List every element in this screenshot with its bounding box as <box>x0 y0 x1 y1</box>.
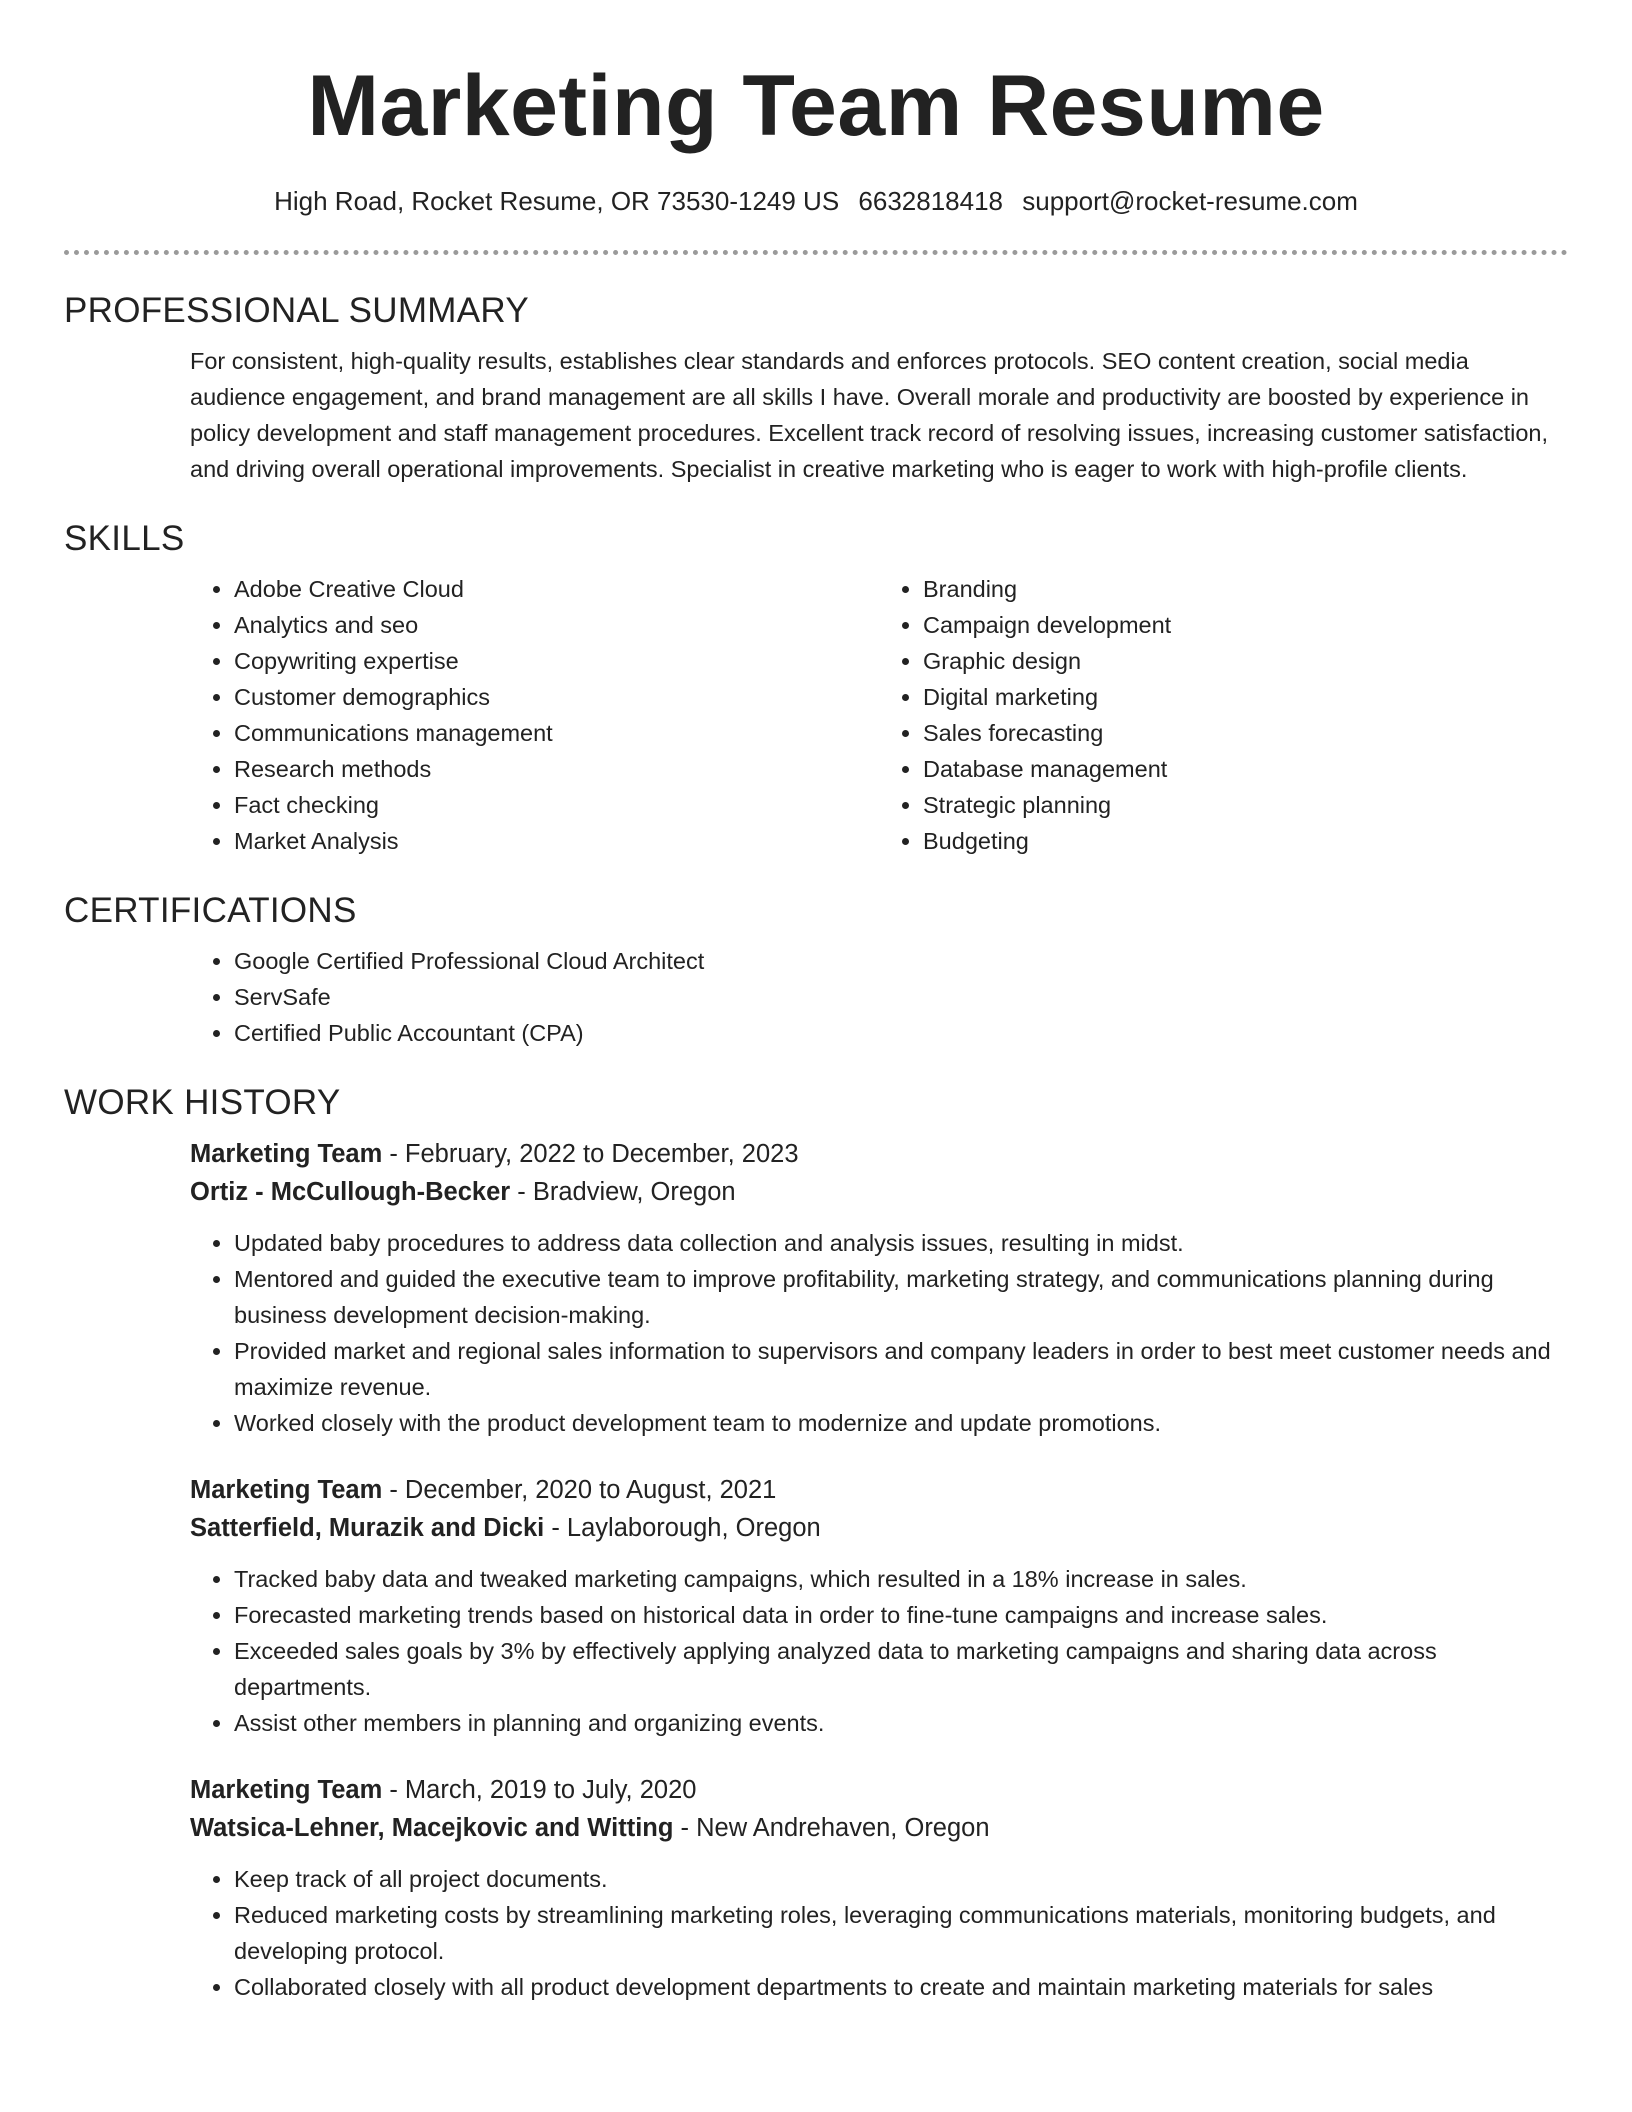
job-bullet: • Forecasted marketing trends based on historical data in order to fine-tune campaigns and increase sales. <box>234 1597 1568 1633</box>
job-entry <box>190 1135 1568 1441</box>
skill-item: • Digital marketing <box>923 679 1568 715</box>
work-history-heading: WORK HISTORY <box>64 1083 341 1122</box>
certifications-heading: CERTIFICATIONS <box>64 891 357 930</box>
job-bullet: • Tracked baby data and tweaked marketing campaigns, which resulted in a 18% increase in sales. <box>234 1561 1568 1597</box>
skills-list-right <box>879 571 1568 859</box>
job-company: Watsica-Lehner, Macejkovic and Witting <box>190 1814 674 1842</box>
contact-address: High Road, Rocket Resume, OR 73530-1249 US <box>274 186 840 216</box>
contact-line <box>64 184 1568 218</box>
job-bullet: • Provided market and regional sales information to supervisors and company leaders in order to best meet customer needs and maximize revenue. <box>234 1333 1568 1405</box>
job-entry <box>190 1471 1568 1741</box>
skill-item: • Communications management <box>234 715 879 751</box>
skill-item: • Customer demographics <box>234 679 879 715</box>
job-title: Marketing Team <box>190 1140 383 1168</box>
work-history-body <box>190 1135 1568 2005</box>
job-location: - Laylaborough, Oregon <box>544 1514 821 1542</box>
summary-section <box>64 289 1568 487</box>
job-title-line <box>190 1771 1568 1809</box>
skill-item: • Market Analysis <box>234 823 879 859</box>
contact-email: support@rocket-resume.com <box>1022 186 1358 216</box>
skill-item: • Graphic design <box>923 643 1568 679</box>
skill-item: • Sales forecasting <box>923 715 1568 751</box>
job-location: - New Andrehaven, Oregon <box>673 1814 990 1842</box>
job-bullet: • Updated baby procedures to address data collection and analysis issues, resulting in midst. <box>234 1225 1568 1261</box>
resume-name: Marketing Team Resume <box>307 58 1325 154</box>
certification-item: • Certified Public Accountant (CPA) <box>234 1015 1568 1051</box>
job-title-line <box>190 1135 1568 1173</box>
certifications-list <box>190 943 1568 1051</box>
job-location: - Bradview, Oregon <box>510 1178 736 1206</box>
job-title: Marketing Team <box>190 1776 383 1804</box>
job-bullet: • Keep track of all project documents. <box>234 1861 1568 1897</box>
skill-item: • Fact checking <box>234 787 879 823</box>
job-dates: - December, 2020 to August, 2021 <box>382 1476 777 1504</box>
job-bullets <box>190 1861 1568 2005</box>
job-bullet: • Assist other members in planning and organizing events. <box>234 1705 1568 1741</box>
skill-item: • Campaign development <box>923 607 1568 643</box>
summary-heading: PROFESSIONAL SUMMARY <box>64 291 529 330</box>
job-company: Satterfield, Murazik and Dicki <box>190 1514 545 1542</box>
job-bullet: • Worked closely with the product development team to modernize and update promotions. <box>234 1405 1568 1441</box>
job-entry <box>190 1771 1568 2005</box>
header-divider <box>64 250 1568 255</box>
summary-text: For consistent, high-quality results, establishes clear standards and enforces protocols. SEO content creation, social media audience engagement, and brand management are all skills I have. Overall morale and productivity are boosted by experience in policy development and staff management procedures. Excellent track record of resolving issues, increasing customer satisfaction, and driving overall operational improvements. Specialist in creative marketing who is eager to work with high-profile clients. <box>190 348 1549 482</box>
skill-item: • Copywriting expertise <box>234 643 879 679</box>
job-title-line <box>190 1471 1568 1509</box>
skills-heading: SKILLS <box>64 519 185 558</box>
skill-item: • Research methods <box>234 751 879 787</box>
skill-item: • Database management <box>923 751 1568 787</box>
work-history-section <box>64 1081 1568 2005</box>
skills-section <box>64 517 1568 859</box>
skills-columns <box>190 571 1568 859</box>
job-dates: - March, 2019 to July, 2020 <box>382 1776 697 1804</box>
contact-phone: 6632818418 <box>858 186 1004 216</box>
certification-item: • ServSafe <box>234 979 1568 1015</box>
skill-item: • Strategic planning <box>923 787 1568 823</box>
job-company-line <box>190 1509 1568 1547</box>
skills-list-left <box>190 571 879 859</box>
job-bullets <box>190 1561 1568 1741</box>
job-company-line <box>190 1809 1568 1847</box>
job-bullet: • Exceeded sales goals by 3% by effectively applying analyzed data to marketing campaigns and sharing data across departments. <box>234 1633 1568 1705</box>
job-bullet: • Mentored and guided the executive team to improve profitability, marketing strategy, and communications planning during business development decision-making. <box>234 1261 1568 1333</box>
skill-item: • Analytics and seo <box>234 607 879 643</box>
skill-item: • Branding <box>923 571 1568 607</box>
skill-item: • Budgeting <box>923 823 1568 859</box>
job-title: Marketing Team <box>190 1476 383 1504</box>
job-company: Ortiz - McCullough-Becker <box>190 1178 511 1206</box>
skill-item: • Adobe Creative Cloud <box>234 571 879 607</box>
job-bullet: • Collaborated closely with all product development departments to create and maintain marketing materials for sales <box>234 1969 1568 2005</box>
resume-page <box>64 0 1568 2005</box>
certification-item: • Google Certified Professional Cloud Architect <box>234 943 1568 979</box>
job-dates: - February, 2022 to December, 2023 <box>382 1140 799 1168</box>
job-company-line <box>190 1173 1568 1211</box>
job-bullets <box>190 1225 1568 1441</box>
certifications-body <box>190 943 1568 1051</box>
certifications-section <box>64 889 1568 1051</box>
job-bullet: • Reduced marketing costs by streamlining marketing roles, leveraging communications materials, monitoring budgets, and developing protocol. <box>234 1897 1568 1969</box>
